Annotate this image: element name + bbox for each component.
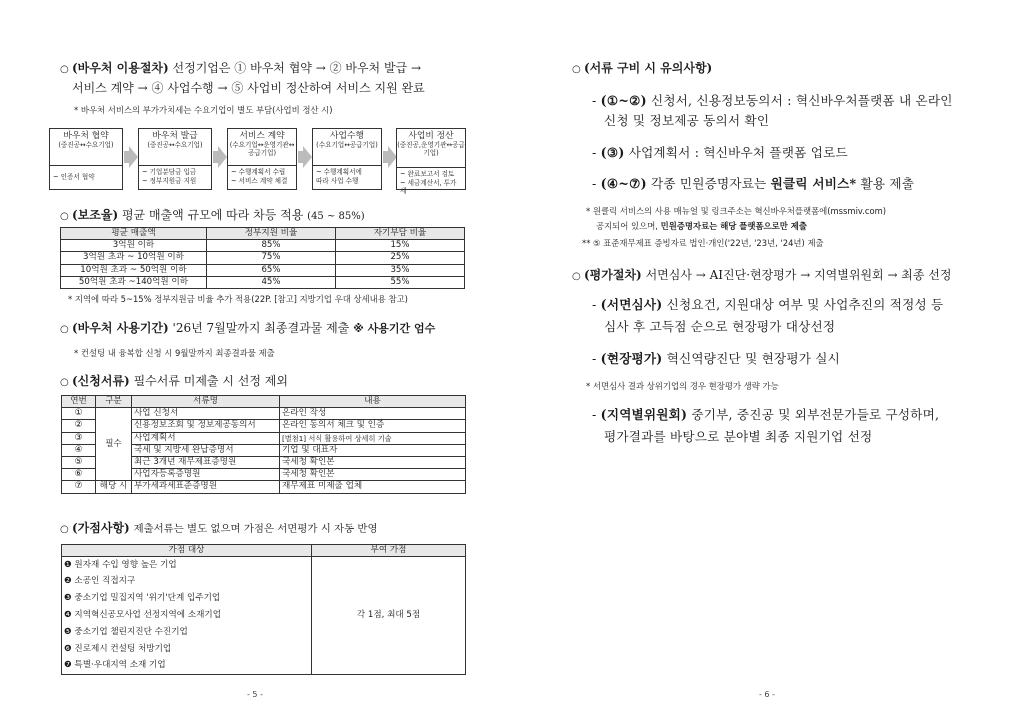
document-detail: 국세청 확인본 bbox=[280, 456, 466, 468]
category-cell: 해당 시 bbox=[96, 481, 132, 493]
field-evaluation-item: - (현장평가) 혁신역량진단 및 현장평가 실시 bbox=[592, 351, 841, 366]
flow-step-tasks bbox=[313, 165, 381, 189]
table-cell: 75% bbox=[207, 252, 336, 264]
column-header: 자기부담 비율 bbox=[336, 228, 465, 240]
subsidy-rate-range: (45 ~ 85%) bbox=[307, 211, 365, 222]
row-number: ① bbox=[62, 408, 96, 420]
application-docs-heading bbox=[60, 373, 288, 391]
flow-arrow-icon bbox=[129, 146, 138, 168]
section-heading: (바우처 사용기간) bbox=[72, 321, 169, 335]
bonus-target: ❼ 특별·우대지역 소재 기업 bbox=[62, 657, 312, 674]
note-text: 공지되어 있으며, bbox=[596, 221, 658, 231]
document-detail: [별첨1] 서식 활용하여 상세히 기술 bbox=[280, 432, 466, 444]
convergence-note: * 컨설팅 내 융복합 신청 시 9월말까지 최종결과물 제출 bbox=[74, 348, 275, 358]
note-emphasis: 민원증명자료는 해당 플랫폼으로만 제출 bbox=[660, 221, 807, 231]
voucher-procedure-line2: 서비스 계약 → ④ 사업수행 → ⑤ 사업비 정산하여 서비스 지원 완료 bbox=[72, 81, 425, 95]
document-detail: 기업 및 대표자 bbox=[280, 444, 466, 456]
document-name: 사업자등록증명원 bbox=[132, 469, 280, 481]
circle-bullet-icon: ○ bbox=[572, 64, 581, 75]
flow-step-task: ~ 정부지원금 지원 bbox=[142, 176, 197, 185]
bonus-target: ❸ 중소기업 밀집지역 '위기'단계 입주기업 bbox=[62, 590, 312, 607]
flow-step-task: ~ 세금계산서, 투가세 bbox=[400, 178, 457, 195]
section-heading: (신청서류) bbox=[72, 374, 130, 388]
document-name: 사업 신청서 bbox=[132, 408, 280, 420]
item-text: 신청요건, 지원대상 여부 및 사업추진의 적정성 등 bbox=[666, 297, 944, 312]
document-detail: 온라인 동의서 체크 및 인증 bbox=[280, 420, 466, 432]
section-heading: (보조율) bbox=[72, 208, 119, 222]
flow-step-settlement bbox=[396, 128, 466, 195]
financial-statement-note: ** ⑤ 표준재무제표 증빙자료 법인·개인('22년, '23년, '24년) 제출 bbox=[582, 238, 824, 248]
voucher-procedure-text: 선정기업은 ① 바우처 협약 → ② 바우처 발급 → bbox=[172, 61, 422, 75]
item-marker: (지역별위원회) bbox=[600, 407, 688, 422]
flow-step-parties: (중진공,운영기관↔공급기업) bbox=[397, 141, 465, 157]
page-number: - 5 - bbox=[247, 690, 263, 699]
table-cell: 15% bbox=[336, 240, 465, 252]
table-header-row bbox=[61, 228, 465, 240]
usage-period-text: '26년 7월말까지 최종결과물 제출 bbox=[172, 321, 350, 335]
flow-step-parties: (중진공↔수요기업) bbox=[147, 141, 203, 149]
circle-bullet-icon: ○ bbox=[60, 211, 69, 222]
table-row bbox=[62, 408, 466, 420]
table-cell: 50억원 초과 ~140억원 이하 bbox=[61, 276, 207, 288]
flow-arrow-icon bbox=[218, 146, 227, 168]
evaluation-procedure-text: 서면심사 → AI진단·현장평가 → 지역별위원회 → 최종 선정 bbox=[645, 268, 952, 282]
circle-bullet-icon: ○ bbox=[60, 324, 69, 335]
flow-step-task: ~ 기업분담금 입금 bbox=[142, 168, 197, 176]
circle-bullet-icon: ○ bbox=[60, 64, 69, 75]
item-text: 각종 민원증명자료는 bbox=[650, 176, 767, 191]
table-cell: 3억원 초과 ~ 10억원 이하 bbox=[61, 252, 207, 264]
circle-bullet-icon: ○ bbox=[60, 377, 69, 388]
column-header: 구분 bbox=[96, 396, 132, 408]
row-number: ⑤ bbox=[62, 456, 96, 468]
flow-step-tasks bbox=[397, 167, 465, 195]
table-cell: 85% bbox=[207, 240, 336, 252]
regional-bonus-note: * 지역에 따라 5~15% 정부지원금 비율 추가 적용(22P. [참고] 지방기업 우대 상세내용 참고) bbox=[68, 294, 408, 304]
vat-note: * 바우처 서비스의 부가가치세는 수요기업이 별도 부담(사업비 정산 시) bbox=[74, 105, 333, 115]
column-header: 부여 가점 bbox=[312, 545, 466, 557]
written-review-item-cont: 심사 후 고득점 순으로 현장평가 대상선정 bbox=[604, 319, 836, 334]
section-heading: (가점사항) bbox=[72, 521, 130, 535]
flow-step-task: 따라 사업 수행 bbox=[316, 176, 359, 185]
bonus-points-heading bbox=[60, 520, 378, 538]
flow-step-task: ~ 인증서 협약 bbox=[53, 173, 95, 181]
circle-bullet-icon: ○ bbox=[60, 524, 69, 535]
voucher-procedure-line1 bbox=[60, 60, 421, 78]
flow-step-agreement bbox=[49, 128, 123, 190]
usage-period-emphasis: ※ 사용기간 엄수 bbox=[353, 322, 436, 335]
row-number: ② bbox=[62, 420, 96, 432]
item-text: 사업계획서 : 혁신바우처 플랫폼 업로드 bbox=[628, 145, 848, 160]
item-marker: (서면심사) bbox=[600, 297, 663, 312]
row-number: ④ bbox=[62, 444, 96, 456]
document-name: 신용정보조회 및 정보제공동의서 bbox=[132, 420, 280, 432]
flow-step-title: 바우처 협약 bbox=[63, 131, 109, 141]
bonus-points-table bbox=[61, 544, 466, 675]
flow-arrow-icon bbox=[303, 146, 312, 168]
flow-step-task: ~ 수행계획서에 bbox=[316, 168, 362, 176]
column-header: 가점 대상 bbox=[62, 545, 312, 557]
item-marker: (④~⑦) bbox=[600, 176, 647, 191]
one-click-note-cont bbox=[596, 220, 807, 232]
circle-bullet-icon: ○ bbox=[572, 271, 581, 282]
one-click-note: * 원클릭 서비스의 사용 매뉴얼 및 링크주소는 혁신바우처플랫폼에(mssmiv.com) bbox=[586, 206, 887, 216]
table-header-row bbox=[62, 396, 466, 408]
bonus-target: ❷ 소공인 직접지구 bbox=[62, 573, 312, 590]
table-cell: 25% bbox=[336, 252, 465, 264]
caution-item-1: - (①~②) 신청서, 신용정보동의서 : 혁신바우처플랫폼 내 온라인 bbox=[592, 93, 953, 108]
table-cell: 35% bbox=[336, 264, 465, 276]
caution-item-3: - (④~⑦) 각종 민원증명자료는 원클릭 서비스* 활용 제출 bbox=[592, 176, 915, 191]
item-text: 혁신역량진단 및 현장평가 실시 bbox=[666, 351, 841, 366]
caution-item-2: - (③) 사업계획서 : 혁신바우처 플랫폼 업로드 bbox=[592, 145, 848, 160]
flow-step-execution bbox=[312, 128, 382, 190]
flow-step-title: 사업수행 bbox=[330, 131, 364, 141]
bonus-target: ❻ 진로제시 컨설팅 처방기업 bbox=[62, 641, 312, 658]
flow-step-title: 바우처 발급 bbox=[152, 131, 198, 141]
document-name: 사업계획서 bbox=[132, 432, 280, 444]
flow-step-tasks bbox=[228, 165, 296, 189]
table-cell: 10억원 초과 ~ 50억원 이하 bbox=[61, 264, 207, 276]
flow-step-parties: (수요기업↔공급기업) bbox=[316, 141, 378, 149]
bonus-points-text: 제출서류는 별도 없으며 가점은 서면평가 시 자동 반영 bbox=[133, 523, 378, 535]
required-documents-table bbox=[61, 395, 466, 494]
column-header: 서류명 bbox=[132, 396, 280, 408]
flow-step-parties: (중진공↔수요기업) bbox=[58, 141, 114, 149]
item-marker: (①~②) bbox=[600, 93, 647, 108]
table-header-row bbox=[62, 545, 466, 557]
subsidy-table bbox=[60, 227, 465, 289]
subsidy-rate-heading bbox=[60, 207, 365, 225]
document-caution-heading bbox=[572, 60, 712, 78]
usage-period-heading bbox=[60, 320, 435, 338]
regional-committee-item-cont: 평가결과를 바탕으로 분야별 최종 지원기업 선정 bbox=[604, 429, 873, 444]
table-cell: 45% bbox=[207, 276, 336, 288]
table-row bbox=[62, 557, 466, 574]
right-page bbox=[512, 0, 1024, 724]
table-row bbox=[61, 264, 465, 276]
table-row bbox=[61, 252, 465, 264]
item-marker: (현장평가) bbox=[600, 351, 663, 366]
row-number: ⑦ bbox=[62, 481, 96, 493]
table-cell: 65% bbox=[207, 264, 336, 276]
item-marker: (③) bbox=[600, 145, 625, 160]
column-header: 평균 매출액 bbox=[61, 228, 207, 240]
regional-committee-item: - (지역별위원회) 중기부, 중진공 및 외부전문가들로 구성하며, bbox=[592, 407, 940, 422]
flow-step-title: 사업비 정산 bbox=[408, 131, 454, 141]
section-heading: (바우처 이용절차) bbox=[72, 61, 169, 75]
section-heading: (평가절차) bbox=[584, 268, 642, 282]
page-number: - 6 - bbox=[759, 690, 775, 699]
column-header: 정부지원 비율 bbox=[207, 228, 336, 240]
document-detail: 국세청 확인본 bbox=[280, 469, 466, 481]
item-text: 활용 제출 bbox=[860, 176, 915, 191]
flow-step-task: ~ 수행계획서 수립 bbox=[231, 168, 286, 176]
bonus-target: ❺ 중소기업 챌린지진단 수진기업 bbox=[62, 624, 312, 641]
field-evaluation-note: * 서면심사 결과 상위기업의 경우 현장평가 생략 가능 bbox=[586, 381, 779, 391]
bonus-target: ❹ 지역혁신공모사업 선정지역에 소재기업 bbox=[62, 607, 312, 624]
column-header: 내용 bbox=[280, 396, 466, 408]
document-name: 국세 및 지방세 완납증명서 bbox=[132, 444, 280, 456]
flow-step-parties: (수요기업↔운영기관↔공급기업) bbox=[229, 141, 295, 157]
flow-step-tasks bbox=[139, 165, 211, 189]
document-name: 최근 3개년 재무제표증명원 bbox=[132, 456, 280, 468]
item-text: 중기부, 중진공 및 외부전문가들로 구성하며, bbox=[691, 407, 940, 422]
flow-step-task: ~ 서비스 계약 체결 bbox=[231, 176, 288, 185]
bonus-target: ❶ 원자재 수입 영향 높은 기업 bbox=[62, 557, 312, 574]
flow-step-title: 서비스 계약 bbox=[239, 131, 285, 141]
subsidy-rate-text: 평균 매출액 규모에 따라 차등 적용 bbox=[121, 208, 304, 222]
table-row bbox=[61, 240, 465, 252]
row-number: ③ bbox=[62, 432, 96, 444]
item-text: 신청서, 신용정보동의서 : 혁신바우처플랫폼 내 온라인 bbox=[650, 93, 953, 108]
category-cell: 필수 bbox=[96, 408, 132, 481]
bonus-score: 각 1점, 최대 5점 bbox=[312, 557, 466, 675]
flow-step-task: ~ 완료보고서 검토 bbox=[400, 170, 455, 178]
document-name: 부가세과세표준증명원 bbox=[132, 481, 280, 493]
section-heading: (서류 구비 시 유의사항) bbox=[584, 61, 713, 75]
flow-step-tasks bbox=[50, 165, 122, 189]
application-docs-text: 필수서류 미제출 시 선정 제외 bbox=[133, 374, 288, 388]
table-cell: 3억원 이하 bbox=[61, 240, 207, 252]
table-row bbox=[62, 481, 466, 493]
row-number: ⑥ bbox=[62, 469, 96, 481]
column-header: 연번 bbox=[62, 396, 96, 408]
written-review-item: - (서면심사) 신청요건, 지원대상 여부 및 사업추진의 적정성 등 bbox=[592, 297, 944, 312]
document-detail: 재무제표 미제출 업체 bbox=[280, 481, 466, 493]
flow-step-contract bbox=[227, 128, 297, 190]
evaluation-procedure-heading bbox=[572, 267, 952, 285]
table-row bbox=[61, 276, 465, 288]
document-detail: 온라인 작성 bbox=[280, 408, 466, 420]
one-click-service: 원클릭 서비스* bbox=[770, 176, 857, 191]
caution-item-1-cont: 신청 및 정보제공 동의서 확인 bbox=[604, 113, 770, 128]
flow-step-issuance bbox=[138, 128, 212, 190]
table-cell: 55% bbox=[336, 276, 465, 288]
